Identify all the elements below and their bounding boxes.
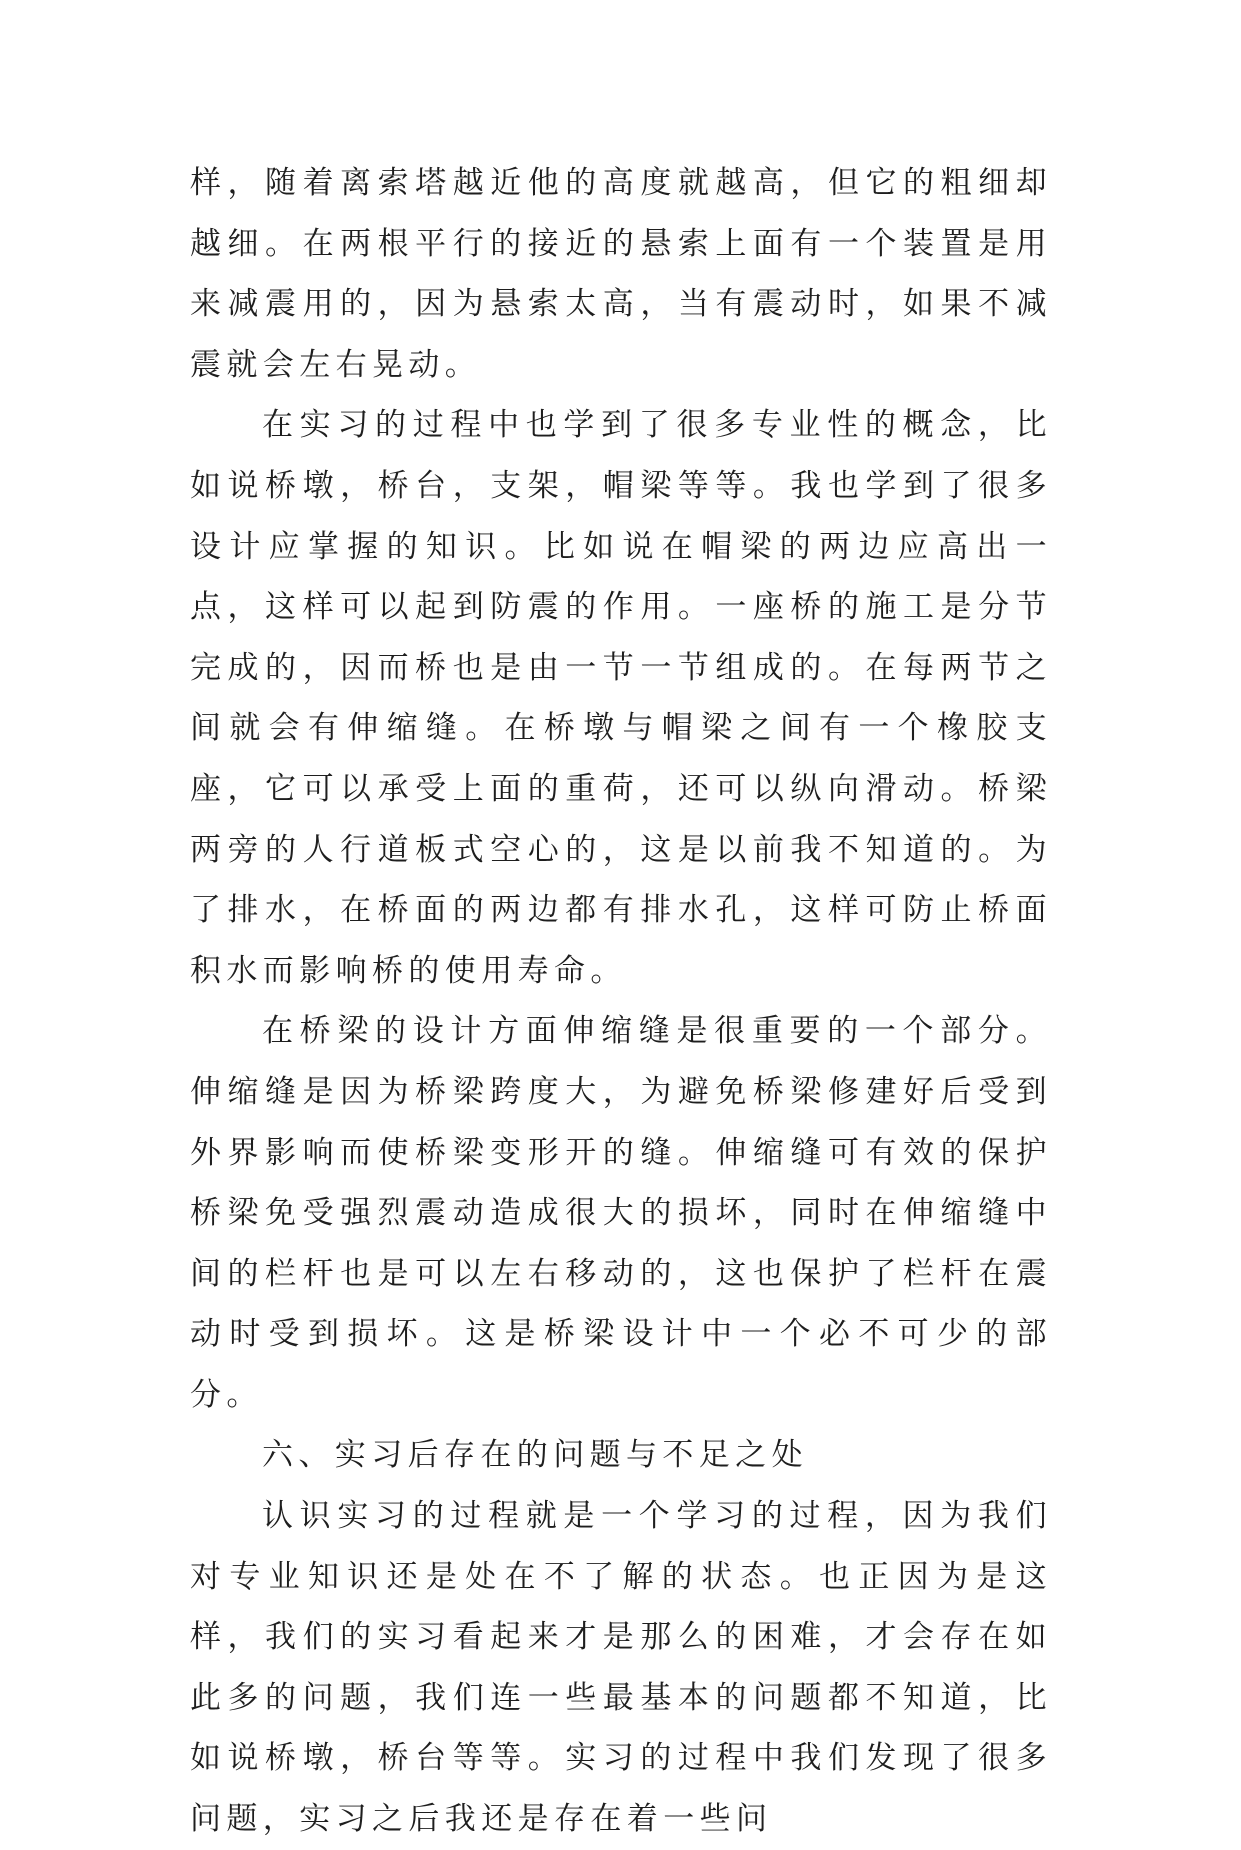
paragraph-problems: 认识实习的过程就是一个学习的过程，因为我们对专业知识还是处在不了解的状态。也正因为是这样，我们的实习看起来才是那么的困难，才会存在如此多的问题，我们连一些最基本的问题都不知道，比如说桥墩，桥台等等。实习的过程中我们发现了很多问题，实习之后我还是存在着一些问 <box>190 1498 1052 1838</box>
paragraph-expansion-joint: 在桥梁的设计方面伸缩缝是很重要的一个部分。伸缩缝是因为桥梁跨度大，为避免桥梁修建好后受到外界影响而使桥梁变形开的缝。伸缩缝可有效的保护桥梁免受强烈震动造成很大的损坏，同时在伸缩缝中间的栏杆也是可以左右移动的，这也保护了栏杆在震动时受到损坏。这是桥梁设计中一个必不可少的部分。 <box>190 1013 1052 1413</box>
paragraph-professional-concepts: 在实习的过程中也学到了很多专业性的概念，比如说桥墩，桥台，支架，帽梁等等。我也学到了很多设计应掌握的知识。比如说在帽梁的两边应高出一点，这样可以起到防震的作用。一座桥的施工是分节完成的，因而桥也是由一节一节组成的。在每两节之间就会有伸缩缝。在桥墩与帽梁之间有一个橡胶支座，它可以承受上面的重荷，还可以纵向滑动。桥梁两旁的人行道板式空心的，这是以前我不知道的。为了排水，在桥面的两边都有排水孔，这样可防止桥面积水而影响桥的使用寿命。 <box>190 407 1052 989</box>
paragraph-suspension-cable: 样，随着离索塔越近他的高度就越高，但它的粗细却越细。在两根平行的接近的悬索上面有一个装置是用来减震用的，因为悬索太高，当有震动时，如果不减震就会左右晃动。 <box>190 165 1052 383</box>
section-heading: 六、实习后存在的问题与不足之处 <box>262 1437 808 1474</box>
document-body <box>190 153 1052 1850</box>
